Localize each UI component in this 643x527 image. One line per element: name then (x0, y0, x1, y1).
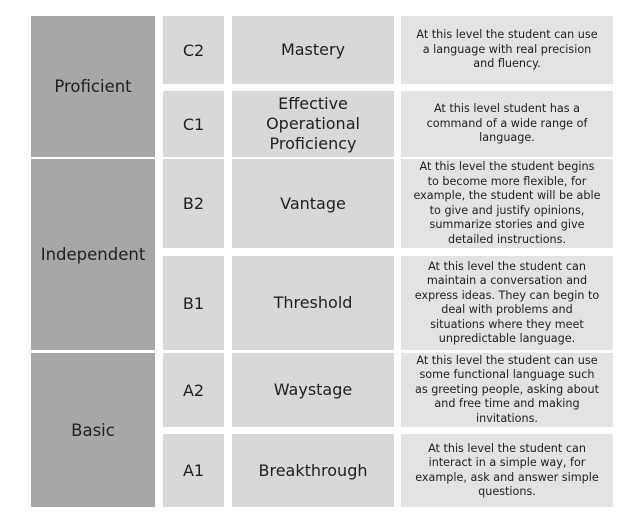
level-code: C2 (182, 40, 205, 60)
group-basic (31, 353, 155, 507)
level-description-b2 (401, 159, 613, 248)
level-description: At this level the student can use a language with real precision and fluency. (416, 28, 598, 71)
group-label: Proficient (54, 77, 132, 96)
level-description: At this level the student can use some functional language such as greeting people, asking about and free time and making invitations. (414, 353, 600, 425)
level-code: B2 (182, 194, 205, 213)
level-name: Vantage (280, 193, 346, 213)
level-name-a2 (232, 353, 394, 427)
level-code-c2 (163, 16, 224, 84)
level-description-c2 (401, 16, 613, 84)
level-name-a1 (232, 434, 394, 507)
level-code: A1 (182, 461, 205, 480)
level-code: A2 (182, 380, 205, 400)
level-description-c1 (401, 91, 613, 157)
level-code-b1 (163, 256, 224, 350)
group-independent (31, 159, 155, 350)
level-name-c1 (232, 91, 394, 157)
level-name: Breakthrough (258, 460, 368, 480)
level-code-b2 (163, 159, 224, 248)
group-label: Basic (71, 420, 115, 440)
level-name: Mastery (280, 40, 346, 59)
level-code-c1 (163, 91, 224, 157)
level-description: At this level the student begins to become more flexible, for example, the student will be able to give and justify opinions, summarize stories and give detailed instructions. (413, 160, 601, 246)
level-description: At this level student has a command of a wide range of language. (426, 102, 588, 145)
group-proficient (31, 16, 155, 157)
level-code-a2 (163, 353, 224, 427)
level-name-b2 (232, 159, 394, 248)
level-description: At this level the student can interact in a simple way, for example, ask and answer simple questions. (415, 441, 599, 498)
level-name-b1 (232, 256, 394, 350)
level-description-a2 (401, 353, 613, 427)
level-description-a1 (401, 434, 613, 507)
group-label: Independent (40, 245, 146, 264)
level-name: Waystage (273, 380, 353, 399)
level-name: Effective Operational Proficiency (266, 94, 360, 153)
level-code-a1 (163, 434, 224, 507)
level-code: C1 (182, 114, 205, 134)
level-code: B1 (182, 293, 205, 313)
level-name: Threshold (273, 293, 353, 312)
level-description: At this level the student can maintain a conversation and express ideas. They can begin to deal with problems and situations where they meet unpredictable language. (414, 259, 600, 345)
level-description-b1 (401, 256, 613, 350)
level-name-c2 (232, 16, 394, 84)
